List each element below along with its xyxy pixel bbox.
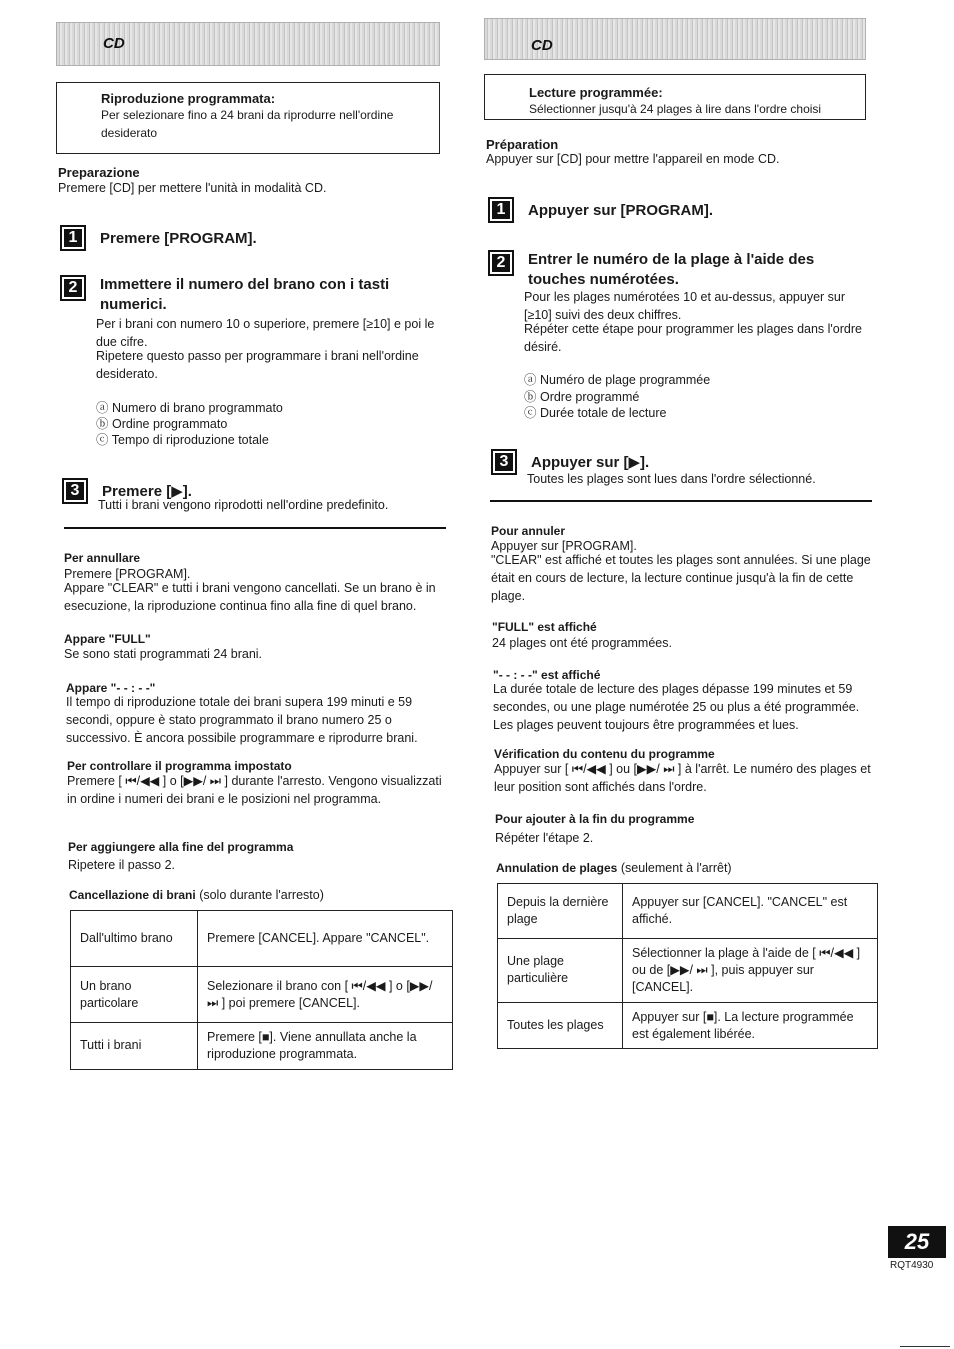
prep-title-it: Preparazione	[58, 165, 140, 180]
cancel-table-it	[70, 910, 453, 1070]
check-heading-fr: Vérification du contenu du programme	[494, 747, 715, 761]
step1-title-fr: Appuyer sur [PROGRAM].	[528, 202, 714, 219]
step-number-1-it: 1	[60, 225, 86, 251]
table-row	[71, 1023, 453, 1070]
cancel-body1-fr: Appuyer sur [PROGRAM].	[491, 539, 637, 553]
box-body-it: Per selezionare fino a 24 brani da riprodurre nell'ordine desiderato	[101, 108, 394, 140]
cancel-table-fr	[497, 883, 878, 1049]
program-box-it	[56, 82, 440, 154]
legend-a-it: ⓐ Numero di brano programmato	[96, 401, 283, 415]
cancel-heading-fr: Pour annuler	[491, 524, 566, 538]
cd-header-bar-it	[56, 22, 440, 66]
box-title-it: Riproduzione programmata:	[101, 91, 276, 106]
cancel-body2-it: Appare "CLEAR" e tutti i brani vengono cancellati. Se un brano è in esecuzione, la riproduzione continua fino alla fine di quel brano.	[64, 581, 436, 613]
prep-body-fr: Appuyer sur [CD] pour mettre l'appareil en mode CD.	[486, 152, 780, 166]
add-heading-fr: Pour ajouter à la fin du programme	[495, 812, 695, 826]
delete-heading-row-it	[69, 888, 324, 902]
step3-title-it: Premere [▶].	[102, 483, 192, 500]
dash-body-fr: La durée totale de lecture des plages dépasse 199 minutes et 59 secondes, ou une plage numérotée 25 ou plus a été programmée. Les plages peuvent toujours être programmées et lues.	[493, 682, 860, 732]
check-body-fr: Appuyer sur [ ⏮/◀◀ ] ou [▶▶/ ⏭ ] à l'arrêt. Le numéro des plages et leur position sont affichés dans l'ordre.	[494, 762, 871, 794]
delete-heading-row-fr	[496, 861, 732, 875]
step3-body-fr: Toutes les plages sont lues dans l'ordre sélectionné.	[527, 472, 816, 486]
table-cell-action: Premere [CANCEL]. Appare "CANCEL".	[198, 911, 453, 967]
step-number-1-fr: 1	[488, 197, 514, 223]
step1-fr	[488, 197, 713, 223]
box-body-fr: Sélectionner jusqu'à 24 plages à lire dans l'ordre choisi	[529, 102, 822, 116]
divider-it	[64, 527, 446, 529]
step2-it	[60, 275, 450, 316]
delete-heading-fr: Annulation de plages	[496, 861, 618, 875]
step2-body2-it: Ripetere questo passo per programmare i brani nell'ordine desiderato.	[96, 349, 419, 381]
table-cell-action: Premere [■]. Viene annullata anche la riproduzione programmata.	[198, 1023, 453, 1070]
check-heading-it: Per controllare il programma impostato	[67, 759, 292, 773]
step-number-2-it: 2	[60, 275, 86, 301]
step2-body2-fr: Répéter cette étape pour programmer les plages dans l'ordre désiré.	[524, 322, 862, 354]
step2-title-fr: Entrer le numéro de la plage à l'aide des touches numérotées.	[528, 251, 815, 289]
table-cell-label: Tutti i brani	[71, 1023, 198, 1070]
cd-label-fr: CD	[531, 37, 553, 54]
dash-heading-it: Appare "- - : - -"	[66, 681, 156, 695]
dash-body-it: Il tempo di riproduzione totale dei brani supera 199 minuti e 59 secondi, oppure è stato programmato il brano numero 25 o successivo. È ancora possibile programmare e riprodurre brani.	[66, 695, 418, 745]
step2-fr	[488, 250, 878, 291]
table-cell-label: Un brano particolare	[71, 967, 198, 1023]
step1-title-it: Premere [PROGRAM].	[100, 230, 257, 247]
table-cell-action: Appuyer sur [CANCEL]. "CANCEL" est affiché.	[623, 884, 878, 939]
step2-body1-it: Per i brani con numero 10 o superiore, premere [≥10] e poi le due cifre.	[96, 317, 435, 349]
delete-note-fr: (seulement à l'arrêt)	[620, 861, 732, 875]
prep-body-it: Premere [CD] per mettere l'unità in modalità CD.	[58, 181, 327, 195]
legend-b-it: ⓑ Ordine programmato	[96, 417, 228, 431]
step3-body-it: Tutti i brani vengono riprodotti nell'ordine predefinito.	[98, 498, 389, 512]
cancel-body1-it: Premere [PROGRAM].	[64, 567, 191, 581]
table-cell-label: Depuis la dernière plage	[498, 884, 623, 939]
cd-header-bar-fr	[484, 18, 866, 60]
full-heading-fr: "FULL" est affiché	[492, 620, 597, 634]
program-box-fr	[484, 74, 866, 120]
step-number-3-fr: 3	[491, 449, 517, 475]
full-body-it: Se sono stati programmati 24 brani.	[64, 647, 263, 661]
step2-body1-fr: Pour les plages numérotées 10 et au-dessus, appuyer sur [≥10] suivi des deux chiffres.	[524, 290, 846, 322]
legend-c-it: ⓒ Tempo di riproduzione totale	[96, 433, 269, 447]
table-cell-label: Dall'ultimo brano	[71, 911, 198, 967]
dash-heading-fr: "- - : - -" est affiché	[493, 668, 601, 682]
table-row	[71, 967, 453, 1023]
table-row	[498, 1002, 878, 1049]
full-heading-it: Appare "FULL"	[64, 632, 151, 646]
table-cell-label: Une plage particulière	[498, 939, 623, 1003]
step1-it	[60, 225, 257, 251]
prep-title-fr: Préparation	[486, 137, 559, 152]
full-body-fr: 24 plages ont été programmées.	[492, 636, 672, 650]
table-cell-action: Sélectionner la plage à l'aide de [ ⏮/◀◀ ] ou de [▶▶/ ⏭ ], puis appuyer sur [CANCEL].	[623, 939, 878, 1003]
legend-a-fr: ⓐ Numéro de plage programmée	[524, 373, 711, 387]
table-row	[498, 884, 878, 939]
footer-line	[900, 1346, 950, 1347]
add-body-fr: Répéter l'étape 2.	[495, 831, 594, 845]
page-number: 25	[888, 1226, 946, 1258]
table-row	[71, 911, 453, 967]
step-number-3-it: 3	[62, 478, 88, 504]
cd-label-it: CD	[103, 35, 125, 52]
table-cell-action: Selezionare il brano con [ ⏮/◀◀ ] o [▶▶/ ⏭ ] poi premere [CANCEL].	[198, 967, 453, 1023]
cancel-heading-it: Per annullare	[64, 551, 141, 565]
add-heading-it: Per aggiungere alla fine del programma	[68, 840, 294, 854]
table-row	[498, 939, 878, 1003]
box-title-fr: Lecture programmée:	[529, 85, 663, 100]
table-cell-action: Appuyer sur [■]. La lecture programmée est également libérée.	[623, 1002, 878, 1049]
legend-c-fr: ⓒ Durée totale de lecture	[524, 406, 667, 420]
document-code: RQT4930	[890, 1260, 934, 1271]
delete-heading-it: Cancellazione di brani	[69, 888, 196, 902]
delete-note-it: (solo durante l'arresto)	[199, 888, 324, 902]
check-body-it: Premere [ ⏮/◀◀ ] o [▶▶/ ⏭ ] durante l'arresto. Vengono visualizzati in ordine i numeri dei brani e le posizioni nel programma.	[67, 774, 442, 806]
step2-title-it: Immettere il numero del brano con i tasti numerici.	[100, 276, 390, 314]
add-body-it: Ripetere il passo 2.	[68, 858, 176, 872]
cancel-body2-fr: "CLEAR" est affiché et toutes les plages sont annulées. Si une plage était en cours de lecture, la lecture continue jusqu'à la fin de cette plage.	[491, 553, 871, 603]
divider-fr	[490, 500, 872, 502]
step3-title-fr: Appuyer sur [▶].	[531, 454, 650, 471]
step-number-2-fr: 2	[488, 250, 514, 276]
table-cell-label: Toutes les plages	[498, 1002, 623, 1049]
legend-b-fr: ⓑ Ordre programmé	[524, 390, 640, 404]
